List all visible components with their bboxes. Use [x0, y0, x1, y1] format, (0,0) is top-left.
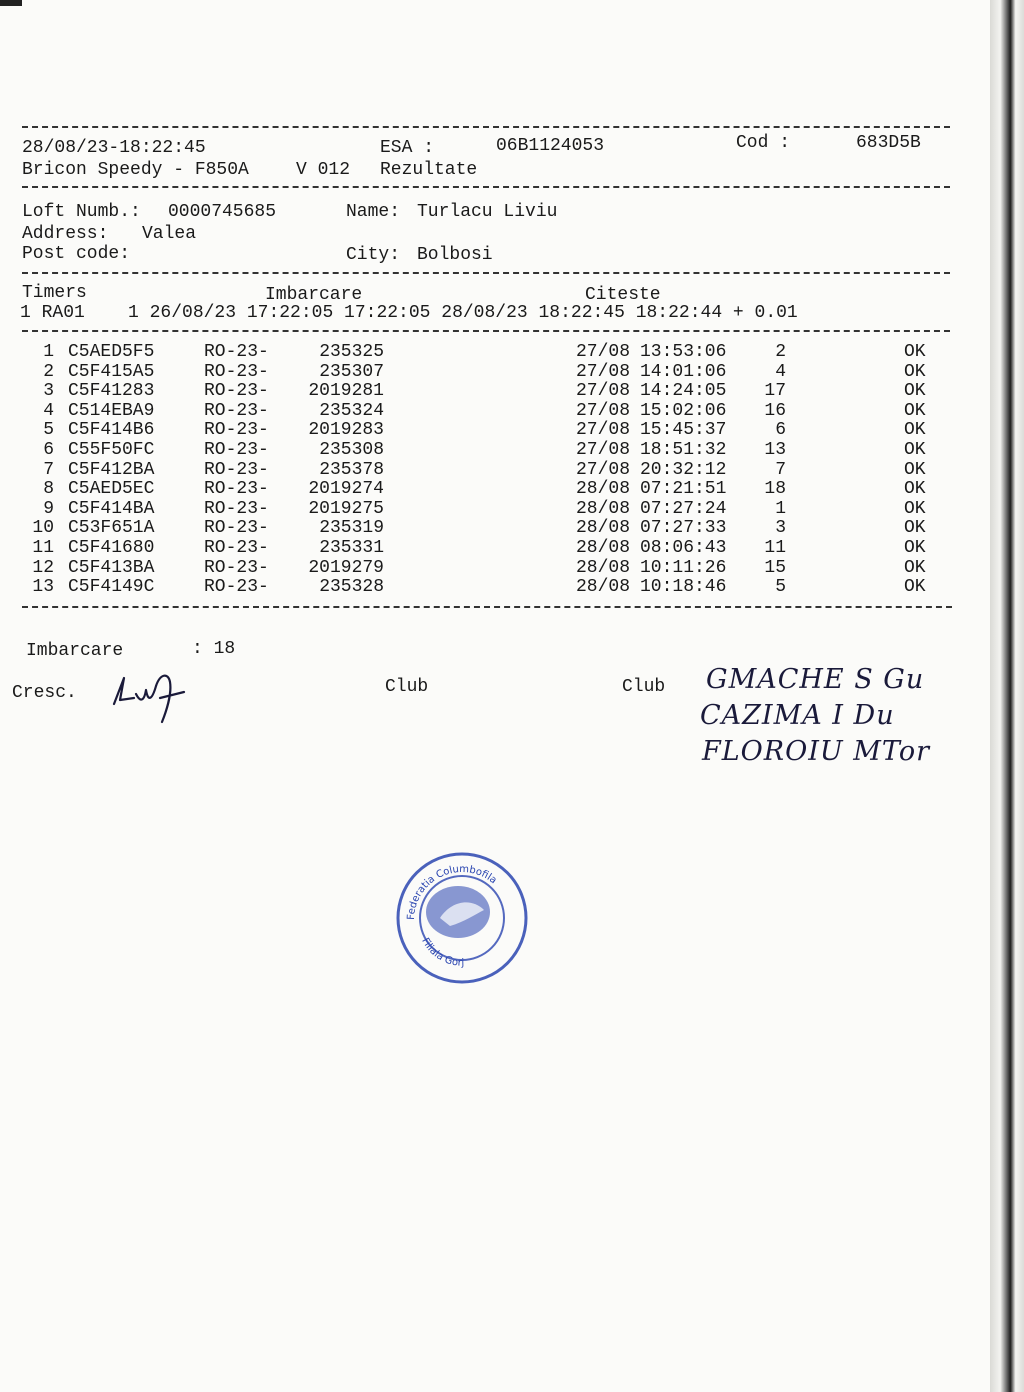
cell-n: 13 — [32, 577, 54, 598]
imbarcare-label: Imbarcare — [265, 285, 363, 305]
device-name: Bricon Speedy - F850A — [22, 160, 249, 180]
cresc-label: Cresc. — [12, 683, 77, 703]
footer-imbarcare-value: : 18 — [192, 639, 236, 659]
cell-ring: RO-23- — [204, 518, 269, 539]
divider — [22, 186, 950, 188]
cell-date: 28/08 — [576, 577, 631, 598]
cell-time: 10:11:26 — [640, 557, 727, 578]
footer-imbarcare-label: Imbarcare — [26, 641, 124, 661]
scan-corner — [0, 0, 22, 6]
cell-date: 27/08 — [576, 400, 631, 421]
cell-chip: C5F413BA — [68, 557, 155, 578]
cell-date: 28/08 — [576, 479, 631, 500]
cell-status: OK — [904, 557, 926, 578]
timer-line: 1 RA01 1 26/08/23 17:22:05 17:22:05 28/08/23 18:22:45 18:22:44 + 0.01 — [20, 303, 798, 323]
cell-pos: 6 — [775, 420, 786, 441]
cell-time: 08:06:43 — [640, 538, 727, 558]
cell-status: OK — [904, 420, 926, 441]
cell-num: 235308 — [319, 440, 384, 460]
report-datetime: 28/08/23-18:22:45 — [22, 138, 206, 158]
cell-chip: C5F414B6 — [68, 420, 155, 441]
table-row — [0, 421, 990, 441]
cod-label: Cod : — [736, 133, 791, 153]
cell-num: 2019279 — [308, 557, 384, 578]
table-row — [0, 343, 990, 363]
cell-pos: 13 — [764, 440, 786, 460]
table-row — [0, 363, 990, 383]
cell-num: 235378 — [319, 459, 384, 480]
cell-chip: C5F414BA — [68, 498, 155, 519]
cell-ring: RO-23- — [204, 479, 269, 500]
cell-date: 28/08 — [576, 538, 631, 558]
cell-status: OK — [904, 361, 926, 382]
cell-status: OK — [904, 518, 926, 539]
report-type: Rezultate — [380, 160, 478, 180]
cell-time: 07:21:51 — [640, 479, 727, 500]
city-label: City: — [346, 245, 401, 265]
table-row — [0, 480, 990, 500]
cell-ring: RO-23- — [204, 342, 269, 362]
cod-value: 683D5B — [856, 133, 921, 153]
cell-chip: C5AED5EC — [68, 479, 155, 500]
esa-value: 06B1124053 — [496, 136, 605, 156]
cell-num: 2019281 — [308, 381, 384, 402]
cell-num: 235325 — [319, 342, 384, 362]
address-value: Valea — [142, 224, 197, 244]
cell-chip: C5AED5F5 — [68, 342, 155, 362]
stamp-text-bottom: Filiala Gorj — [419, 936, 465, 969]
cell-num: 2019275 — [308, 498, 384, 519]
postcode-label: Post code: — [22, 244, 131, 264]
cell-ring: RO-23- — [204, 381, 269, 402]
cell-pos: 17 — [764, 381, 786, 402]
table-row — [0, 441, 990, 461]
divider — [22, 126, 950, 128]
cell-pos: 2 — [775, 342, 786, 362]
cell-chip: C5F41283 — [68, 381, 155, 402]
handwritten-line-2: CAZIMA I Du — [700, 700, 895, 731]
cell-n: 11 — [32, 538, 54, 558]
cell-n: 10 — [32, 518, 54, 539]
table-row — [0, 382, 990, 402]
address-label: Address: — [22, 224, 109, 244]
cell-time: 14:24:05 — [640, 381, 727, 402]
cell-chip: C53F651A — [68, 518, 155, 539]
cell-status: OK — [904, 498, 926, 519]
esa-label: ESA : — [380, 138, 435, 158]
cell-time: 13:53:06 — [640, 342, 727, 362]
cell-date: 27/08 — [576, 361, 631, 382]
table-row — [0, 539, 990, 559]
cell-n: 5 — [43, 420, 54, 441]
cell-status: OK — [904, 400, 926, 421]
cell-n: 7 — [43, 459, 54, 480]
cell-date: 27/08 — [576, 459, 631, 480]
table-row — [0, 461, 990, 481]
cell-status: OK — [904, 479, 926, 500]
cell-n: 4 — [43, 400, 54, 421]
divider — [22, 606, 952, 608]
signature-scribble — [100, 664, 200, 728]
cell-n: 1 — [43, 342, 54, 362]
cell-num: 2019283 — [308, 420, 384, 441]
cell-time: 18:51:32 — [640, 440, 727, 460]
cell-status: OK — [904, 440, 926, 460]
cell-pos: 3 — [775, 518, 786, 539]
cell-date: 28/08 — [576, 557, 631, 578]
cell-status: OK — [904, 577, 926, 598]
cell-pos: 11 — [764, 538, 786, 558]
cell-ring: RO-23- — [204, 459, 269, 480]
cell-time: 10:18:46 — [640, 577, 727, 598]
cell-status: OK — [904, 342, 926, 362]
federation-stamp-seal — [392, 848, 532, 988]
cell-status: OK — [904, 538, 926, 558]
cell-date: 27/08 — [576, 440, 631, 460]
table-row — [0, 500, 990, 520]
cell-n: 2 — [43, 361, 54, 382]
table-row — [0, 559, 990, 579]
cell-date: 27/08 — [576, 342, 631, 362]
cell-ring: RO-23- — [204, 400, 269, 421]
cell-pos: 18 — [764, 479, 786, 500]
club-label-1: Club — [385, 677, 429, 697]
cell-time: 14:01:06 — [640, 361, 727, 382]
cell-date: 27/08 — [576, 381, 631, 402]
cell-chip: C5F41680 — [68, 538, 155, 558]
club-label-2: Club — [622, 677, 666, 697]
cell-chip: C5F415A5 — [68, 361, 155, 382]
cell-num: 235331 — [319, 538, 384, 558]
cell-num: 235324 — [319, 400, 384, 421]
cell-n: 12 — [32, 557, 54, 578]
handwritten-line-1: GMACHE S Gu — [706, 664, 925, 695]
citeste-label: Citeste — [585, 285, 661, 305]
timers-label: Timers — [22, 283, 87, 303]
cell-pos: 1 — [775, 498, 786, 519]
scan-edge — [990, 0, 1024, 1392]
cell-date: 28/08 — [576, 518, 631, 539]
cell-pos: 4 — [775, 361, 786, 382]
cell-status: OK — [904, 381, 926, 402]
device-version: V 012 — [296, 160, 351, 180]
cell-ring: RO-23- — [204, 440, 269, 460]
cell-ring: RO-23- — [204, 420, 269, 441]
loft-value: 0000745685 — [168, 202, 277, 222]
cell-pos: 5 — [775, 577, 786, 598]
cell-n: 9 — [43, 498, 54, 519]
divider — [22, 272, 950, 274]
cell-chip: C5F4149C — [68, 577, 155, 598]
cell-ring: RO-23- — [204, 538, 269, 558]
cell-pos: 7 — [775, 459, 786, 480]
stamp-text-top: Federatia Columbofila — [405, 863, 499, 921]
cell-time: 15:02:06 — [640, 400, 727, 421]
cell-time: 15:45:37 — [640, 420, 727, 441]
loft-label: Loft Numb.: — [22, 202, 141, 222]
cell-num: 2019274 — [308, 479, 384, 500]
cell-num: 235328 — [319, 577, 384, 598]
name-label: Name: — [346, 202, 401, 222]
table-row — [0, 402, 990, 422]
cell-ring: RO-23- — [204, 498, 269, 519]
handwritten-line-3: FLOROIU MTor — [702, 736, 930, 767]
cell-time: 07:27:24 — [640, 498, 727, 519]
cell-n: 3 — [43, 381, 54, 402]
cell-time: 07:27:33 — [640, 518, 727, 539]
cell-chip: C514EBA9 — [68, 400, 155, 421]
cell-num: 235307 — [319, 361, 384, 382]
cell-pos: 15 — [764, 557, 786, 578]
cell-chip: C55F50FC — [68, 440, 155, 460]
table-row — [0, 519, 990, 539]
cell-n: 8 — [43, 479, 54, 500]
cell-date: 28/08 — [576, 498, 631, 519]
cell-n: 6 — [43, 440, 54, 460]
cell-ring: RO-23- — [204, 577, 269, 598]
cell-pos: 16 — [764, 400, 786, 421]
cell-num: 235319 — [319, 518, 384, 539]
cell-date: 27/08 — [576, 420, 631, 441]
city-value: Bolbosi — [417, 245, 493, 265]
cell-ring: RO-23- — [204, 557, 269, 578]
divider — [22, 330, 950, 332]
table-row — [0, 578, 990, 598]
name-value: Turlacu Liviu — [417, 202, 558, 222]
cell-time: 20:32:12 — [640, 459, 727, 480]
cell-status: OK — [904, 459, 926, 480]
cell-chip: C5F412BA — [68, 459, 155, 480]
cell-ring: RO-23- — [204, 361, 269, 382]
